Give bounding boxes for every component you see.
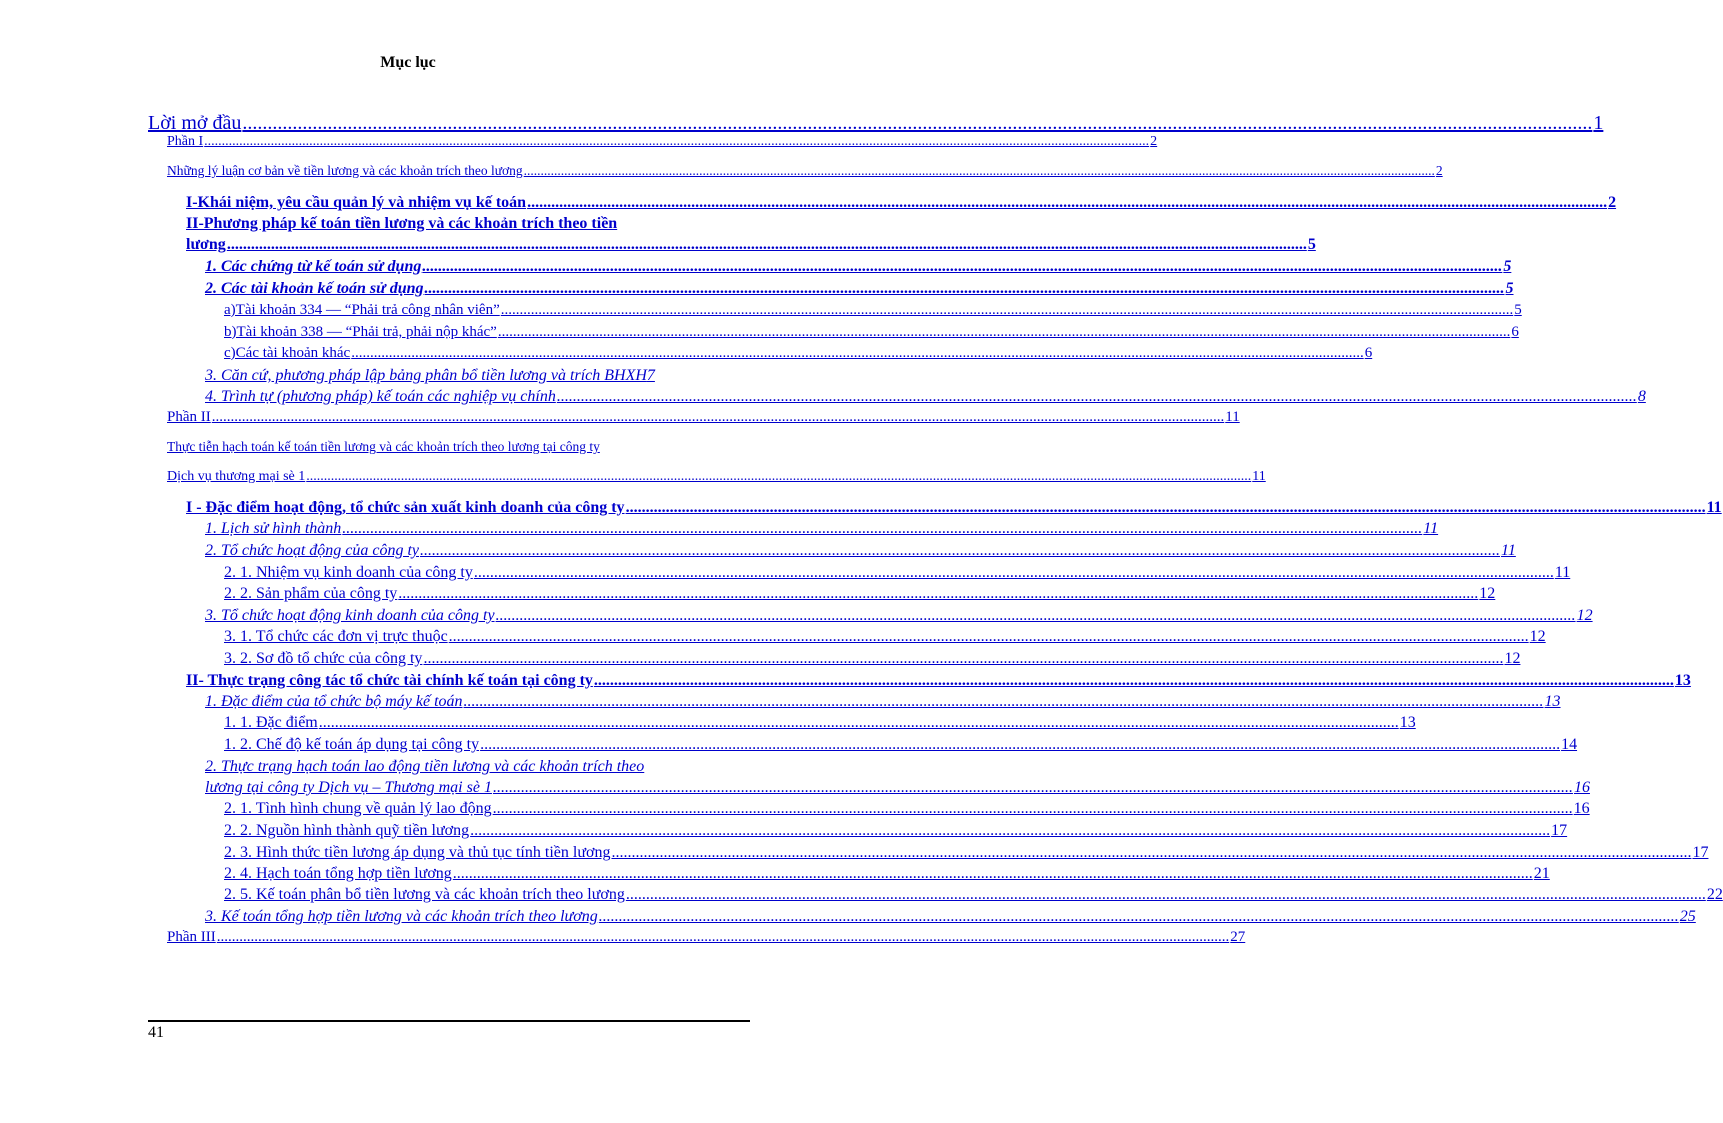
toc-entry-loi-mo-dau[interactable] <box>148 112 1604 135</box>
toc-entry-text: c)Các tài khoản khác <box>224 345 351 361</box>
toc-entry-text: lương tại công ty Dịch vụ – Thương mại sè 1 <box>205 779 492 796</box>
toc-page-number: 5 <box>1307 236 1316 253</box>
toc-entry-chung-tu[interactable] <box>205 258 1512 276</box>
toc-entry-text: 1. Các chứng từ kế toán sử dụng <box>205 258 422 275</box>
toc-entry-quan-ly-lao-dong[interactable] <box>224 800 1590 818</box>
toc-entry-text: 2. Thực trạng hạch toán lao động tiền lương và các khoản trích theo <box>205 758 645 775</box>
toc-entry-text: Dịch vụ thương mại sè 1 <box>167 469 306 484</box>
dot-leader: .............................................................................................................................................................................................................................................................................. <box>625 499 1706 516</box>
toc-entry-tk-334[interactable] <box>224 302 1522 319</box>
dot-leader: .............................................................................................................................................................................................................................................................................. <box>527 194 1608 211</box>
toc-page-number: 6 <box>1364 345 1373 361</box>
toc-page-number: 17 <box>1692 844 1709 861</box>
page-title: Mục lục <box>380 54 436 71</box>
dot-leader: .............................................................................................................................................................................................................................................................................. <box>492 779 1573 796</box>
dot-leader: .............................................................................................................................................................................................................................................................................. <box>556 388 1637 405</box>
toc-entry-phuong-phap[interactable] <box>186 215 748 233</box>
toc-page-number: 13 <box>1399 714 1416 731</box>
toc-entry-text: 2. 5. Kế toán phân bổ tiền lương và các khoản trích theo lương <box>224 886 625 903</box>
dot-leader: .............................................................................................................................................................................................................................................................................. <box>448 628 1529 645</box>
dot-leader: .............................................................................................................................................................................................................................................................................. <box>473 564 1554 581</box>
dot-leader: .............................................................................................................................................................................................................................................................................. <box>470 822 1551 839</box>
toc-entry-text: b)Tài khoản 338 — “Phải trả, phải nộp khác” <box>224 324 497 340</box>
dot-leader: .............................................................................................................................................................................................................................................................................. <box>318 714 1399 731</box>
toc-entry-text: a)Tài khoản 334 — “Phải trả công nhân viên” <box>224 302 500 318</box>
dot-leader: .............................................................................................................................................................................................................................................................................. <box>242 112 1593 134</box>
dot-leader: .............................................................................................................................................................................................................................................................................. <box>424 280 1505 297</box>
dot-leader: .............................................................................................................................................................................................................................................................................. <box>598 908 1679 925</box>
dot-leader: .............................................................................................................................................................................................................................................................................. <box>306 469 1252 484</box>
dot-leader: .............................................................................................................................................................................................................................................................................. <box>593 672 1674 689</box>
toc-entry-text: I - Đặc điểm hoạt động, tổ chức sản xuất kinh doanh của công ty <box>186 499 625 516</box>
toc-entry-text: 2. 4. Hạch toán tổng hợp tiền lương <box>224 865 452 882</box>
toc-page-number: 11 <box>1501 542 1516 559</box>
toc-entry-text: 1. Đặc điểm của tổ chức bộ máy kế toán <box>205 693 463 710</box>
dot-leader: .............................................................................................................................................................................................................................................................................. <box>492 800 1573 817</box>
dot-leader: .............................................................................................................................................................................................................................................................................. <box>523 163 1435 178</box>
toc-entry-text: 2. 2. Nguồn hình thành quỹ tiền lương <box>224 822 470 839</box>
toc-page-number: 22 <box>1706 886 1723 903</box>
toc-entry-che-do-ke-toan[interactable] <box>224 736 1578 754</box>
toc-entry-khai-niem[interactable] <box>186 194 1617 212</box>
toc-entry-text: Phần I <box>167 134 204 149</box>
toc-page-number: 11 <box>1706 499 1722 516</box>
toc-page-number: 17 <box>1551 822 1568 839</box>
toc-entry-text: 2. 1. Nhiệm vụ kinh doanh của công ty <box>224 564 473 581</box>
toc-entry-to-chuc-hoat-dong[interactable] <box>205 542 1516 560</box>
toc-entry-phuong-phap-cont[interactable] <box>186 236 1316 254</box>
toc-page-number: 12 <box>1576 607 1593 624</box>
toc-entry-text: 3. 2. Sơ đồ tổ chức của công ty <box>224 650 423 667</box>
dot-leader: .............................................................................................................................................................................................................................................................................. <box>351 345 1364 361</box>
toc-page-number: 11 <box>1554 564 1571 581</box>
toc-entry-trinh-tu[interactable] <box>205 388 1646 406</box>
toc-entry-text: Phần II <box>167 409 211 425</box>
toc-entry-text: Lời mở đầu <box>148 112 242 134</box>
dot-leader: .............................................................................................................................................................................................................................................................................. <box>452 865 1533 882</box>
toc-page-number: 7 <box>646 367 655 384</box>
toc-entry-text: I-Khái niệm, yêu cầu quản lý và nhiệm vụ kế toán <box>186 194 527 211</box>
toc-entry-thuc-trang-hach-toan[interactable] <box>205 758 748 776</box>
toc-entry-tk-338[interactable] <box>224 324 1519 341</box>
toc-page-number: 25 <box>1679 908 1696 925</box>
toc-page-number: 16 <box>1573 800 1590 817</box>
toc-entry-text: 3. Kế toán tổng hợp tiền lương và các khoản trích theo lương <box>205 908 598 925</box>
dot-leader: .............................................................................................................................................................................................................................................................................. <box>497 324 1511 340</box>
toc-entry-lich-su[interactable] <box>205 520 1439 538</box>
toc-entry-tk-khac[interactable] <box>224 345 1373 362</box>
toc-entry-tong-hop-tien-luong[interactable] <box>224 865 1550 883</box>
toc-entry-text: 3. Tổ chức hoạt động kinh doanh của công ty <box>205 607 495 624</box>
toc-page-number: 13 <box>1544 693 1561 710</box>
dot-leader: .............................................................................................................................................................................................................................................................................. <box>420 542 1501 559</box>
dot-leader: .............................................................................................................................................................................................................................................................................. <box>342 520 1423 537</box>
toc-page-number: 6 <box>1511 324 1519 340</box>
toc-entry-hoat-dong-kinh-doanh[interactable] <box>205 607 1593 625</box>
toc-entry-nhung-ly-luan[interactable] <box>167 163 1443 179</box>
dot-leader: .............................................................................................................................................................................................................................................................................. <box>398 585 1479 602</box>
toc-page-number: 27 <box>1230 929 1246 945</box>
toc-entry-phan-1[interactable] <box>167 134 1158 150</box>
dot-leader: .............................................................................................................................................................................................................................................................................. <box>463 693 1544 710</box>
footer-divider <box>148 1020 750 1022</box>
toc-entry-text: 2. Tổ chức hoạt động của công ty <box>205 542 420 559</box>
dot-leader: .............................................................................................................................................................................................................................................................................. <box>204 134 1150 149</box>
toc-entry-nhiem-vu[interactable] <box>224 564 1571 582</box>
toc-entry-text: 3. Căn cứ, phương pháp lập bảng phân bổ tiền lương và trích BHXH <box>205 367 647 384</box>
dot-leader: .............................................................................................................................................................................................................................................................................. <box>226 236 1307 253</box>
toc-entry-phan-bo-tien-luong[interactable] <box>224 886 1723 904</box>
toc-page-number: 12 <box>1529 628 1546 645</box>
toc-entry-text: Những lý luận cơ bản về tiền lương và các khoản trích theo lương <box>167 163 523 178</box>
page-number: 41 <box>148 1024 164 1041</box>
dot-leader: .............................................................................................................................................................................................................................................................................. <box>500 302 1514 318</box>
toc-entry-thuc-tien-cont[interactable] <box>167 469 1266 485</box>
toc-entry-tai-khoan[interactable] <box>205 280 1514 298</box>
toc-entry-san-pham[interactable] <box>224 585 1496 603</box>
toc-entry-thuc-tien[interactable] <box>167 439 749 455</box>
toc-entry-phan-3[interactable] <box>167 929 1246 946</box>
dot-leader: .............................................................................................................................................................................................................................................................................. <box>495 607 1576 624</box>
toc-entry-text: 4. Trình tự (phương pháp) kế toán các nghiệp vụ chính <box>205 388 556 405</box>
toc-entry-text: II- Thực trạng công tác tổ chức tài chính kế toán tại công ty <box>186 672 593 689</box>
toc-entry-bo-may-ke-toan[interactable] <box>205 693 1561 711</box>
toc-entry-dac-diem-hoat-dong[interactable] <box>186 499 1722 517</box>
toc-entry-phan-2[interactable] <box>167 409 1240 426</box>
dot-leader: .............................................................................................................................................................................................................................................................................. <box>216 929 1230 945</box>
dot-leader: .............................................................................................................................................................................................................................................................................. <box>625 886 1706 903</box>
toc-page-number: 2 <box>1608 194 1617 211</box>
toc-entry-text: Phần III <box>167 929 216 945</box>
toc-entry-text: 1. Lịch sử hình thành <box>205 520 342 537</box>
toc-page-number: 21 <box>1533 865 1550 882</box>
toc-entry-text: 3. 1. Tổ chức các đơn vị trực thuộc <box>224 628 448 645</box>
toc-entry-text: 2. 3. Hình thức tiền lương áp dụng và thủ tục tính tiền lương <box>224 844 611 861</box>
toc-page-number: 2 <box>1435 163 1443 178</box>
dot-leader: .............................................................................................................................................................................................................................................................................. <box>423 650 1504 667</box>
toc-entry-quy-tien-luong[interactable] <box>224 822 1568 840</box>
toc-entry-text: II-Phương pháp kế toán tiền lương và các khoản trích theo tiền <box>186 215 618 232</box>
toc-entry-can-cu[interactable] <box>205 367 748 385</box>
toc-entry-ke-toan-tong-hop[interactable] <box>205 908 1696 926</box>
toc-page-number: 13 <box>1674 672 1691 689</box>
dot-leader: .............................................................................................................................................................................................................................................................................. <box>480 736 1561 753</box>
toc-page-number: 11 <box>1423 520 1439 537</box>
toc-page-number: 8 <box>1637 388 1646 405</box>
toc-page-number: 11 <box>1225 409 1240 425</box>
dot-leader: .............................................................................................................................................................................................................................................................................. <box>611 844 1692 861</box>
toc-page-number: 14 <box>1561 736 1578 753</box>
toc-page-number: 5 <box>1514 302 1522 318</box>
toc-entry-text: 2. 2. Sản phẩm của công ty <box>224 585 398 602</box>
toc-page-number: 5 <box>1503 258 1512 275</box>
toc-page-number: 5 <box>1505 280 1514 297</box>
toc-entry-so-do-to-chuc[interactable] <box>224 650 1521 668</box>
toc-entry-text: Thực tiễn hạch toán kế toán tiền lương và các khoản trích theo lương tại công ty <box>167 439 600 454</box>
toc-entry-text: 1. 1. Đặc điểm <box>224 714 318 731</box>
dot-leader: .............................................................................................................................................................................................................................................................................. <box>422 258 1503 275</box>
toc-entry-text: 1. 2. Chế độ kế toán áp dụng tại công ty <box>224 736 480 753</box>
toc-entry-thuc-trang-cong-tac[interactable] <box>186 672 1691 690</box>
toc-entry-text: 2. 1. Tình hình chung về quản lý lao động <box>224 800 492 817</box>
toc-entry-dac-diem[interactable] <box>224 714 1416 732</box>
toc-page-number: 12 <box>1504 650 1521 667</box>
toc-page-number: 16 <box>1573 779 1590 796</box>
toc-page-number: 12 <box>1479 585 1496 602</box>
dot-leader: .............................................................................................................................................................................................................................................................................. <box>211 409 1225 425</box>
toc-page-number: 11 <box>1252 469 1266 484</box>
toc-entry-text: 2. Các tài khoản kế toán sử dụng <box>205 280 424 297</box>
toc-entry-don-vi-truc-thuoc[interactable] <box>224 628 1546 646</box>
toc-entry-thuc-trang-hach-toan-cont[interactable] <box>205 779 1590 797</box>
toc-entry-hinh-thuc-tien-luong[interactable] <box>224 844 1709 862</box>
toc-page-number: 1 <box>1593 112 1604 134</box>
toc-entry-text: lương <box>186 236 226 253</box>
toc-page-number: 2 <box>1150 134 1158 149</box>
